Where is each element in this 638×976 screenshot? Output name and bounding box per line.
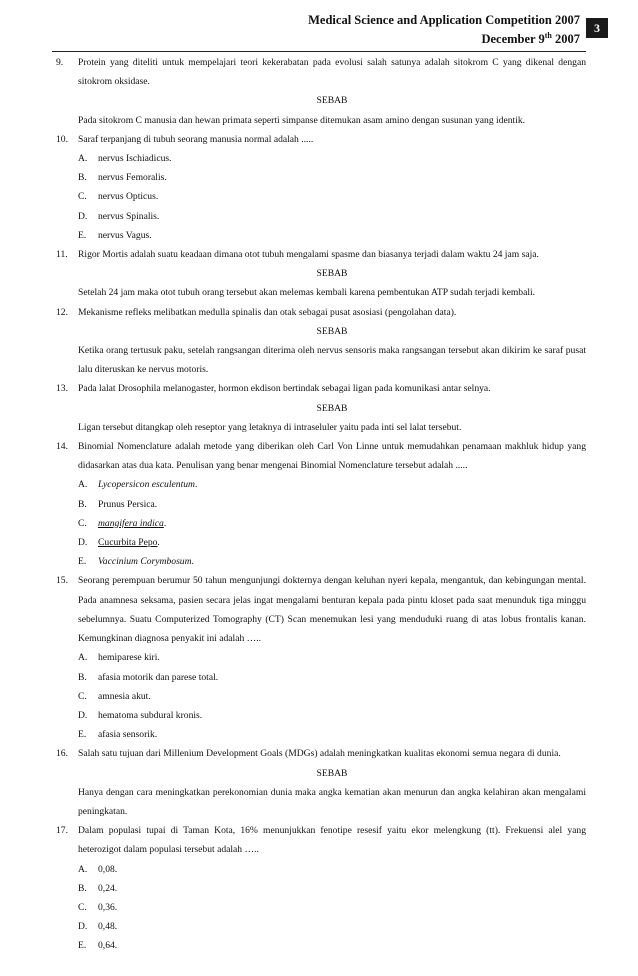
question-13	[56, 379, 586, 398]
question-number: 9.	[56, 57, 64, 68]
option-text: 0,24.	[98, 882, 118, 894]
option-letter: A.	[78, 479, 88, 491]
page-number: 3	[586, 18, 608, 38]
question-9	[56, 53, 586, 91]
reason-text: Hanya dengan cara meningkatkan perekonomian dunia maka angka kematian akan menurun dan angka kelahiran akan mengalami peningkatan.	[78, 786, 586, 817]
header-rule	[52, 51, 586, 52]
question-15	[56, 571, 586, 648]
question-12	[56, 303, 586, 322]
option-text: Cucurbita Pepo	[98, 537, 158, 549]
option-letter: B.	[78, 882, 87, 894]
sebab-label: SEBAB	[316, 402, 348, 414]
option-period: .	[157, 537, 160, 549]
option-text: 0,36.	[98, 901, 118, 913]
page-header	[0, 8, 638, 50]
question-number: 12.	[56, 306, 68, 318]
option-letter: C.	[78, 690, 87, 702]
option-c	[56, 187, 586, 206]
option-text: nervus Femoralis.	[98, 172, 167, 184]
option-text: hematoma subdural kronis.	[98, 709, 203, 721]
reason-text: Setelah 24 jam maka otot tubuh orang tersebut akan melemas kembali karena pembentukan ATP sudah terjadi kembali.	[78, 287, 536, 299]
option-period: .	[191, 556, 194, 568]
question-14	[56, 437, 586, 475]
option-e	[56, 226, 586, 245]
option-letter: D.	[78, 210, 88, 222]
option-letter: A.	[78, 652, 88, 664]
reason-text: Pada sitokrom C manusia dan hewan primata seperti simpanse ditemukan asam amino dengan susunan yang identik.	[78, 114, 526, 126]
question-number: 15.	[56, 575, 68, 587]
sebab-label: SEBAB	[316, 767, 348, 779]
option-text: hemiparese kiri.	[98, 652, 160, 664]
reason-text: Ligan tersebut ditangkap oleh reseptor yang letaknya di intraseluler yaitu pada inti sel lalat tersebut.	[78, 421, 462, 433]
question-text: Dalam populasi tupai di Taman Kota, 16% menunjukkan fenotipe resesif yaitu ekor melengkung (tt). Frekuensi alel yang heterozigot dalam populasi tersebut adalah …..	[78, 825, 586, 856]
option-e	[56, 936, 586, 955]
option-letter: C.	[78, 901, 87, 913]
header-date	[308, 28, 580, 47]
sebab-label: SEBAB	[316, 268, 348, 280]
option-a	[56, 475, 586, 494]
option-text: nervus Spinalis.	[98, 210, 160, 222]
option-a	[56, 149, 586, 168]
option-text: 0,08.	[98, 863, 118, 875]
question-number: 14.	[56, 441, 68, 453]
option-text: 0,64.	[98, 940, 118, 952]
option-text: Vaccinium Corymbosum	[98, 556, 192, 568]
question-text: Pada lalat Drosophila melanogaster, hormon ekdison bertindak sebagai ligan pada komunikasi antar selnya.	[78, 383, 491, 395]
question-17	[56, 821, 586, 859]
option-text: Prunus Persica.	[98, 498, 158, 510]
header-text	[308, 12, 580, 47]
option-period: .	[163, 517, 167, 529]
option-text: afasia motorik dan parese total.	[98, 671, 219, 683]
option-text: afasia sensorik.	[98, 729, 158, 741]
option-letter: C.	[78, 517, 87, 529]
option-letter: C.	[78, 191, 87, 203]
question-number: 10.	[56, 133, 68, 145]
option-d	[56, 533, 586, 552]
question-text: Mekanisme refleks melibatkan medulla spinalis dan otak sebagai pusat asosiasi (pengolahan data).	[78, 306, 457, 318]
option-b	[56, 879, 586, 898]
question-text: Saraf terpanjang di tubuh seorang manusia normal adalah .....	[78, 133, 314, 145]
option-text: nervus Opticus.	[98, 191, 159, 203]
question-11	[56, 245, 586, 264]
question-number: 17.	[56, 825, 68, 837]
option-letter: E.	[78, 229, 87, 241]
question-16	[56, 744, 586, 763]
option-letter: B.	[78, 498, 87, 510]
header-title: Medical Science and Application Competition 2007	[308, 13, 580, 27]
option-a	[56, 860, 586, 879]
question-text: Binomial Nomenclature adalah metode yang diberikan oleh Carl Von Linne untuk memudahkan penamaan makhluk hidup yang didasarkan atas dua kata. Penulisan yang benar mengenai Binomial Nomenclature tersebut adalah .....	[78, 441, 586, 472]
option-b	[56, 168, 586, 187]
option-d	[56, 207, 586, 226]
option-c	[56, 687, 586, 706]
question-list	[56, 53, 586, 956]
option-letter: A.	[78, 153, 88, 165]
option-letter: B.	[78, 671, 87, 683]
question-text: Protein yang diteliti untuk mempelajari teori kekerabatan pada evolusi salah satunya adalah sitokrom C yang dikenal dengan sitokrom oksidase.	[78, 57, 586, 88]
option-e	[56, 725, 586, 744]
option-c	[56, 514, 586, 533]
sebab-label: SEBAB	[316, 95, 348, 107]
option-a	[56, 648, 586, 667]
option-c	[56, 898, 586, 917]
header-date-year: 2007	[551, 32, 580, 47]
sebab-label: SEBAB	[316, 325, 348, 337]
option-text: mangifera indica	[98, 517, 164, 529]
question-number: 11.	[56, 249, 68, 261]
option-letter: E.	[78, 940, 87, 952]
option-letter: A.	[78, 863, 88, 875]
option-letter: E.	[78, 729, 87, 741]
reason-text: Ketika orang tertusuk paku, setelah rangsangan diterima oleh nervus sensoris maka rangsangan tersebut akan dikirim ke saraf pusat lalu diteruskan ke nervus motoris.	[78, 345, 586, 376]
option-b	[56, 495, 586, 514]
question-text: Salah satu tujuan dari Millenium Development Goals (MDGs) adalah meningkatkan kualitas ekonomi semua negara di dunia.	[78, 748, 561, 760]
option-letter: D.	[78, 537, 88, 549]
question-number: 16.	[56, 748, 68, 760]
option-text: amnesia akut.	[98, 690, 151, 702]
question-10	[56, 130, 586, 149]
option-text: nervus Ischiadicus.	[98, 153, 172, 165]
header-date-day: December 9	[481, 32, 545, 47]
option-d	[56, 706, 586, 725]
option-d	[56, 917, 586, 936]
question-number: 13.	[56, 383, 68, 395]
option-text: nervus Vagus.	[98, 229, 152, 241]
option-b	[56, 668, 586, 687]
option-letter: B.	[78, 172, 87, 184]
question-text: Seorang perempuan berumur 50 tahun mengunjungi dokternya dengan keluhan nyeri kepala, mengantuk, dan kebingungan mental. Pada anamnesa seksama, pasien secara jelas ingat mengalami benturan kepala pada pintu kloset pada saat menunduk tiga minggu sebelumnya. Suatu Computerized Tomography (CT) Scan menemukan lesi yang menduduki ruang di atas lobus frontalis kanan. Kemungkinan diagnosa penyakit ini adalah …..	[78, 575, 586, 645]
option-text: 0,48.	[98, 921, 118, 933]
option-letter: E.	[78, 556, 87, 568]
option-e	[56, 552, 586, 571]
option-letter: D.	[78, 709, 88, 721]
option-text: Lycopersicon esculentum	[98, 479, 195, 491]
header-date-suffix: th	[544, 31, 552, 40]
option-period: .	[194, 479, 198, 491]
option-letter: D.	[78, 921, 88, 933]
question-text: Rigor Mortis adalah suatu keadaan dimana otot tubuh mengalami spasme dan biasanya terjadi dalam waktu 24 jam saja.	[78, 249, 539, 261]
